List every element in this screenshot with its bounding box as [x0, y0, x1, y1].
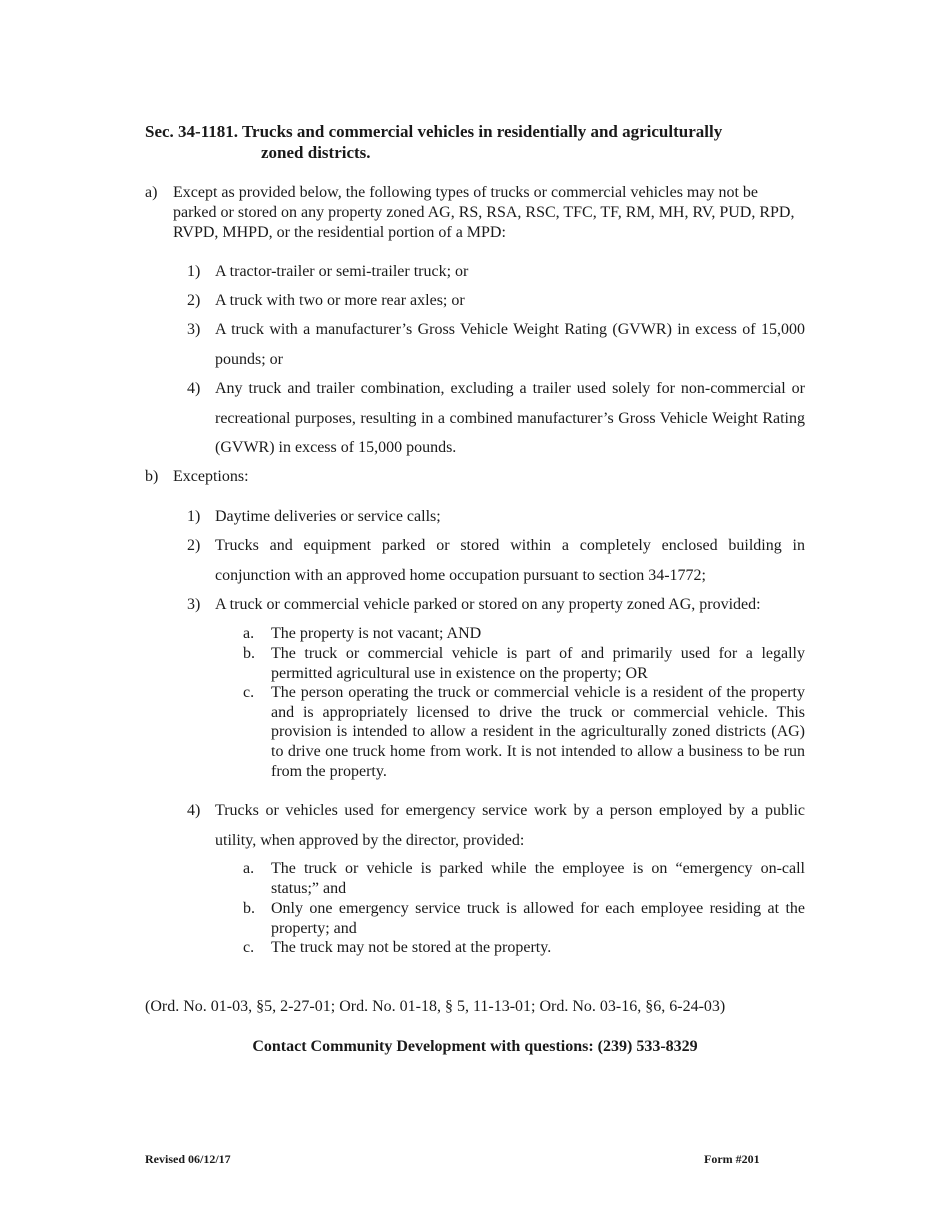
list-item-number: 3): [187, 321, 201, 338]
section-a-text: Except as provided below, the following types of trucks or commercial vehicles may not be parked or stored on any property zoned AG, RS, RSA, RSC, TFC, TF, RM, MH, RV, PUD, RPD, RVPD, MHPD, or the residential portion of a MPD:: [173, 184, 795, 241]
sub-list-text: The property is not vacant; AND: [271, 625, 482, 642]
section-b-label: b): [145, 468, 159, 485]
section-title-line1: Sec. 34-1181. Trucks and commercial vehicles in residentially and agriculturally: [145, 122, 723, 141]
form-number: Form #201: [704, 1152, 760, 1166]
list-item-text: A truck with a manufacturer’s Gross Vehicle Weight Rating (GVWR) in excess of 15,000 pounds; or: [215, 321, 805, 368]
section-b-intro: [145, 467, 805, 487]
section-a-label: a): [145, 184, 158, 201]
list-item-number: 2): [187, 292, 201, 309]
sub-list-letter: b.: [243, 645, 255, 662]
sub-list-text: The person operating the truck or commercial vehicle is a resident of the property and is appropriately licensed to drive the truck or commercial vehicle. This provision is intended to allow a resident in the agriculturally zoned districts (AG) to drive one truck home from work. It is not intended to allow a business to be run from the property.: [271, 684, 805, 780]
list-item: [187, 796, 805, 855]
list-item-number: 1): [187, 508, 201, 525]
list-item-text: Daytime deliveries or service calls;: [215, 508, 441, 525]
section-title-line2: zoned districts.: [261, 143, 371, 162]
sub-list-text: Only one emergency service truck is allowed for each employee residing at the property; and: [271, 900, 805, 937]
sub-list-text: The truck or vehicle is parked while the employee is on “emergency on-call status;” and: [271, 860, 805, 897]
list-item: [187, 590, 805, 620]
sub-list-item: [243, 624, 805, 644]
sub-list-item: [243, 938, 805, 958]
sub-list-letter: a.: [243, 625, 255, 642]
list-item-text: Trucks or vehicles used for emergency service work by a person employed by a public utility, when approved by the director, provided:: [215, 802, 805, 849]
list-item: [187, 315, 805, 374]
sub-list-item: [243, 899, 805, 938]
sub-list-letter: c.: [243, 684, 255, 701]
section-b-text: Exceptions:: [173, 468, 249, 485]
contact-line: Contact Community Development with questions: (239) 533-8329: [252, 1038, 698, 1055]
list-item-number: 3): [187, 596, 201, 613]
sub-list-letter: c.: [243, 939, 255, 956]
list-item-number: 1): [187, 263, 201, 280]
revised-date: Revised 06/12/17: [145, 1152, 231, 1166]
list-item-number: 4): [187, 802, 201, 819]
ordinance-citation: (Ord. No. 01-03, §5, 2-27-01; Ord. No. 01-18, § 5, 11-13-01; Ord. No. 03-16, §6, 6-24-03): [145, 998, 726, 1015]
list-item: [187, 502, 805, 532]
list-item-number: 2): [187, 537, 201, 554]
list-item-text: Trucks and equipment parked or stored within a completely enclosed building in conjunction with an approved home occupation pursuant to section 34-1772;: [215, 537, 805, 584]
section-title: [145, 121, 825, 163]
list-item-text: A tractor-trailer or semi-trailer truck; or: [215, 263, 469, 280]
section-a-intro: [145, 183, 805, 243]
list-item-text: A truck with two or more rear axles; or: [215, 292, 465, 309]
sub-list-letter: b.: [243, 900, 255, 917]
sub-list-item: [243, 859, 805, 898]
list-item-text: Any truck and trailer combination, excluding a trailer used solely for non-commercial or recreational purposes, resulting in a combined manufacturer’s Gross Vehicle Weight Rating (GVWR) in excess of 15,000 pounds.: [215, 380, 805, 456]
list-item: [187, 531, 805, 590]
list-item-text: A truck or commercial vehicle parked or stored on any property zoned AG, provided:: [215, 596, 761, 613]
sub-list-item: [243, 683, 805, 782]
list-item: [187, 257, 805, 287]
sub-list-text: The truck may not be stored at the property.: [271, 939, 552, 956]
list-item-number: 4): [187, 380, 201, 397]
sub-list-letter: a.: [243, 860, 255, 877]
sub-list-item: [243, 644, 805, 683]
list-item: [187, 374, 805, 463]
list-item: [187, 286, 805, 316]
sub-list-text: The truck or commercial vehicle is part of and primarily used for a legally permitted agricultural use in existence on the property; OR: [271, 645, 805, 682]
